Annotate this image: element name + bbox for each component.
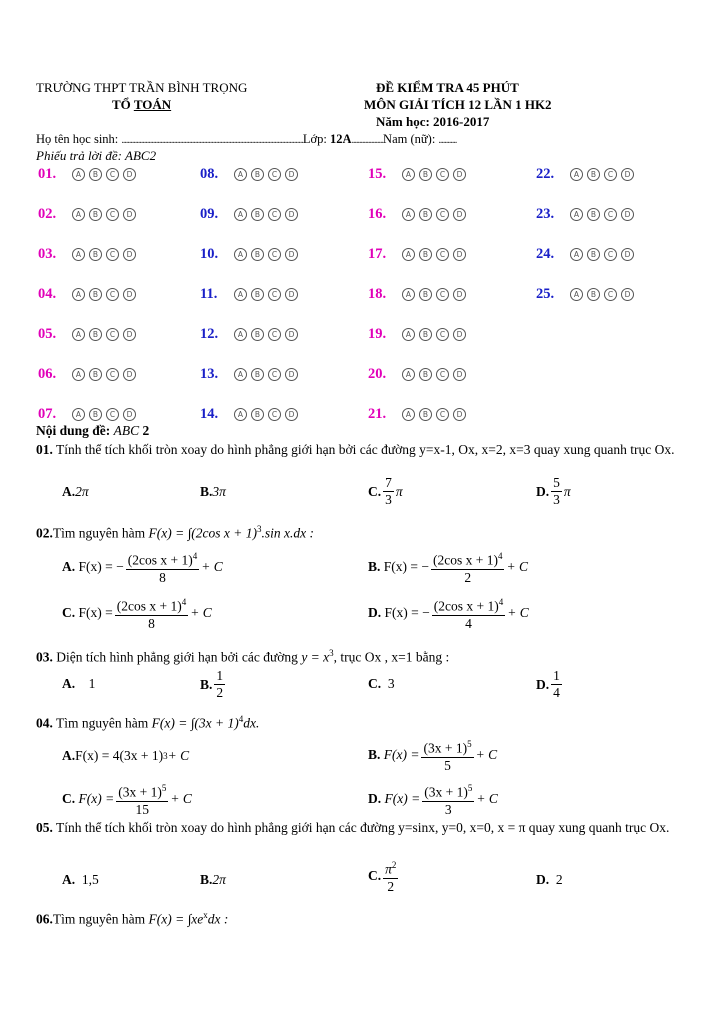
answer-bubble-c[interactable]: C xyxy=(436,408,449,421)
q03-option-b[interactable]: B. $\frac{1}{2}$ xyxy=(200,668,224,700)
answer-bubble-d[interactable]: D xyxy=(285,368,298,381)
department: TỔ TOÁN xyxy=(112,97,172,112)
answer-bubble-d[interactable]: D xyxy=(453,168,466,181)
answer-bubble-a[interactable]: A xyxy=(234,168,247,181)
answer-row xyxy=(536,166,634,183)
answer-bubble-c[interactable]: C xyxy=(604,168,617,181)
student-name-label: Họ tên học sinh: xyxy=(36,132,122,146)
answer-bubble-c[interactable]: C xyxy=(106,328,119,341)
content-title: Nội dung đề: ABC 2 xyxy=(36,423,150,438)
answer-bubble-b[interactable]: B xyxy=(419,248,432,261)
answer-row xyxy=(368,166,466,183)
answer-bubble-b[interactable]: B xyxy=(89,168,102,181)
answer-row xyxy=(200,406,298,423)
q05-option-b[interactable]: B. 2π xyxy=(200,872,226,887)
question-05: 05. Tính thể tích khối tròn xoay do hình phẳng giới hạn các đường y=sinx, y=0, x=0, x = π quay xung quanh trục Ox. xyxy=(36,820,670,835)
answer-bubble-c[interactable]: C xyxy=(604,208,617,221)
q04-option-d[interactable]: D. F(x) = $\frac{(3x + 1)^5}{3}$ + C xyxy=(368,780,498,818)
answer-number: 09. xyxy=(200,206,219,222)
q04-option-c[interactable]: C. F(x) = $\frac{(3x + 1)^5}{15}$ + C xyxy=(62,780,192,818)
school-year: Năm học: 2016-2017 xyxy=(376,114,490,129)
answer-bubble-b[interactable]: B xyxy=(251,248,264,261)
answer-bubble-d[interactable]: D xyxy=(123,288,136,301)
class-value: 12A xyxy=(330,132,352,146)
answer-bubble-c[interactable]: C xyxy=(268,408,281,421)
answer-bubble-d[interactable]: D xyxy=(123,208,136,221)
answer-bubble-a[interactable]: A xyxy=(402,328,415,341)
answer-number: 10. xyxy=(200,246,219,262)
q02-option-b[interactable]: B. F(x) = − $\frac{(2\cos x + 1)^4}{2}$ + C xyxy=(368,548,528,586)
answer-bubble-d[interactable]: D xyxy=(285,408,298,421)
answer-bubble-b[interactable]: B xyxy=(419,328,432,341)
question-06: 06.Tìm nguyên hàm $F(x) = \int xe^xdx$ : xyxy=(36,910,229,927)
answer-bubble-c[interactable]: C xyxy=(604,288,617,301)
class-label: Lớp: xyxy=(302,132,331,146)
answer-bubble-b[interactable]: B xyxy=(251,408,264,421)
answer-bubble-a[interactable]: A xyxy=(402,208,415,221)
answer-number: 08. xyxy=(200,166,219,182)
answer-number: 05. xyxy=(38,326,57,342)
answer-number: 02. xyxy=(38,206,57,222)
q03-option-d[interactable]: D. $\frac{1}{4}$ xyxy=(536,668,560,700)
answer-bubble-d[interactable]: D xyxy=(285,208,298,221)
answer-bubble-c[interactable]: C xyxy=(436,248,449,261)
answer-bubble-d[interactable]: D xyxy=(123,408,136,421)
answer-bubble-d[interactable]: D xyxy=(453,408,466,421)
answer-bubble-d[interactable]: D xyxy=(621,248,634,261)
q05-option-a[interactable]: A. 1,5 xyxy=(62,872,99,887)
answer-row xyxy=(536,206,634,223)
answer-bubble-c[interactable]: C xyxy=(436,328,449,341)
answer-number: 11. xyxy=(200,286,218,302)
answer-number: 12. xyxy=(200,326,219,342)
answer-bubble-b[interactable]: B xyxy=(419,408,432,421)
answer-number: 03. xyxy=(38,246,57,262)
answer-bubble-a[interactable]: A xyxy=(402,368,415,381)
answer-number: 19. xyxy=(368,326,387,342)
answer-row xyxy=(200,326,298,343)
exam-title: ĐỀ KIỂM TRA 45 PHÚT xyxy=(376,80,519,95)
answer-bubble-a[interactable]: A xyxy=(570,248,583,261)
answer-bubble-d[interactable]: D xyxy=(123,168,136,181)
answer-row xyxy=(536,246,634,263)
answer-row xyxy=(536,286,634,303)
answer-row xyxy=(200,286,298,303)
student-info-line: Họ tên học sinh: .........................................................................................................................Lớp: 12A.....................Nam (nữ): ............ xyxy=(36,132,457,146)
answer-row xyxy=(38,246,136,263)
answer-bubble-a[interactable]: A xyxy=(72,408,85,421)
answer-bubble-a[interactable]: A xyxy=(570,168,583,181)
answer-bubble-d[interactable]: D xyxy=(285,288,298,301)
answer-row xyxy=(368,326,466,343)
answer-bubble-a[interactable]: A xyxy=(234,408,247,421)
q01-option-c[interactable]: C. $\frac{7}{3}$ π xyxy=(368,475,403,507)
answer-bubble-a[interactable]: A xyxy=(234,328,247,341)
answer-number: 04. xyxy=(38,286,57,302)
answer-bubble-d[interactable]: D xyxy=(285,248,298,261)
answer-bubble-a[interactable]: A xyxy=(402,248,415,261)
answer-row xyxy=(38,366,136,383)
school-name: TRƯỜNG THPT TRẦN BÌNH TRỌNG xyxy=(36,80,248,95)
answer-bubble-a[interactable]: A xyxy=(402,408,415,421)
answer-bubble-a[interactable]: A xyxy=(72,288,85,301)
answer-row xyxy=(368,246,466,263)
answer-row xyxy=(38,166,136,183)
answer-bubble-b[interactable]: B xyxy=(587,168,600,181)
answer-bubble-d[interactable]: D xyxy=(123,368,136,381)
answer-row xyxy=(38,206,136,223)
answer-bubble-b[interactable]: B xyxy=(89,208,102,221)
question-04: 04. Tìm nguyên hàm $F(x) = \int(3x + 1)^4dx$. xyxy=(36,714,260,731)
answer-bubble-d[interactable]: D xyxy=(621,208,634,221)
student-name-field[interactable]: ......................................................................................................................... xyxy=(121,135,303,146)
q02-option-a[interactable]: A. F(x) = − $\frac{(2\cos x + 1)^4}{8}$ + C xyxy=(62,548,223,586)
question-01: 01. Tính thể tích khối tròn xoay do hình phẳng giới hạn bởi các đường y=x-1, Ox, x=2, x=3 quay xung quanh trục Ox. xyxy=(36,442,675,457)
answer-number: 07. xyxy=(38,406,57,422)
answer-bubble-b[interactable]: B xyxy=(89,288,102,301)
answer-bubble-a[interactable]: A xyxy=(234,248,247,261)
answer-bubble-d[interactable]: D xyxy=(285,328,298,341)
answer-bubble-a[interactable]: A xyxy=(570,288,583,301)
answer-number: 06. xyxy=(38,366,57,382)
q02-option-d[interactable]: D. F(x) = − $\frac{(2\cos x + 1)^4}{4}$ + C xyxy=(368,594,529,632)
q03-option-c[interactable]: C. 3 xyxy=(368,676,395,691)
answer-bubble-b[interactable]: B xyxy=(89,408,102,421)
answer-bubble-b[interactable]: B xyxy=(251,328,264,341)
answer-bubble-d[interactable]: D xyxy=(123,248,136,261)
answer-bubble-a[interactable]: A xyxy=(234,368,247,381)
answer-number: 22. xyxy=(536,166,555,182)
answer-bubble-c[interactable]: C xyxy=(268,328,281,341)
answer-bubble-a[interactable]: A xyxy=(402,288,415,301)
answer-bubble-b[interactable]: B xyxy=(587,288,600,301)
answer-bubble-a[interactable]: A xyxy=(72,208,85,221)
answer-row xyxy=(368,406,466,423)
answer-bubble-b[interactable]: B xyxy=(89,368,102,381)
answer-number: 21. xyxy=(368,406,387,422)
answer-row xyxy=(200,246,298,263)
answer-bubble-d[interactable]: D xyxy=(453,328,466,341)
answer-row xyxy=(200,206,298,223)
answer-bubble-d[interactable]: D xyxy=(453,208,466,221)
answer-bubble-b[interactable]: B xyxy=(419,288,432,301)
answer-bubble-b[interactable]: B xyxy=(251,168,264,181)
answer-bubble-c[interactable]: C xyxy=(106,168,119,181)
answer-number: 23. xyxy=(536,206,555,222)
answer-number: 24. xyxy=(536,246,555,262)
q04-option-a[interactable]: A. F(x) = 4(3x + 1) 3 + C xyxy=(62,748,190,763)
answer-bubble-c[interactable]: C xyxy=(106,248,119,261)
answer-bubble-c[interactable]: C xyxy=(604,248,617,261)
answer-row xyxy=(38,326,136,343)
answer-bubble-b[interactable]: B xyxy=(251,288,264,301)
answer-bubble-c[interactable]: C xyxy=(106,408,119,421)
answer-bubble-a[interactable]: A xyxy=(234,288,247,301)
answer-bubble-d[interactable]: D xyxy=(453,368,466,381)
answer-bubble-c[interactable]: C xyxy=(268,248,281,261)
answer-bubble-a[interactable]: A xyxy=(72,168,85,181)
answer-bubble-c[interactable]: C xyxy=(268,168,281,181)
answer-bubble-b[interactable]: B xyxy=(419,368,432,381)
answer-bubble-b[interactable]: B xyxy=(251,208,264,221)
answer-bubble-b[interactable]: B xyxy=(419,208,432,221)
answer-bubble-b[interactable]: B xyxy=(89,248,102,261)
question-02: 02.Tìm nguyên hàm F(x) = ∫(2cos x + 1)$^3$.sin x.dx : xyxy=(36,524,314,541)
answer-bubble-c[interactable]: C xyxy=(106,208,119,221)
answer-number: 15. xyxy=(368,166,387,182)
answer-bubble-a[interactable]: A xyxy=(72,248,85,261)
answer-number: 13. xyxy=(200,366,219,382)
answer-bubble-d[interactable]: D xyxy=(453,288,466,301)
q01-option-d[interactable]: D. $\frac{5}{3}$ π xyxy=(536,475,571,507)
answer-number: 18. xyxy=(368,286,387,302)
answer-bubble-b[interactable]: B xyxy=(419,168,432,181)
answer-bubble-b[interactable]: B xyxy=(587,248,600,261)
answer-number: 16. xyxy=(368,206,387,222)
answer-bubble-a[interactable]: A xyxy=(72,368,85,381)
q05-option-d[interactable]: D. 2 xyxy=(536,872,563,887)
answer-bubble-c[interactable]: C xyxy=(106,368,119,381)
q04-option-b[interactable]: B. F(x) = $\frac{(3x + 1)^5}{5}$ + C xyxy=(368,736,497,774)
answer-bubble-c[interactable]: C xyxy=(436,168,449,181)
answer-row xyxy=(368,206,466,223)
answer-bubble-c[interactable]: C xyxy=(436,288,449,301)
answer-bubble-c[interactable]: C xyxy=(268,288,281,301)
q03-option-a[interactable]: A. 1 xyxy=(62,676,96,691)
answer-bubble-c[interactable]: C xyxy=(268,208,281,221)
answer-bubble-d[interactable]: D xyxy=(453,248,466,261)
answer-bubble-a[interactable]: A xyxy=(72,328,85,341)
answer-row xyxy=(38,406,136,423)
q01-option-a[interactable]: A. 2π xyxy=(62,484,89,499)
answer-bubble-b[interactable]: B xyxy=(587,208,600,221)
answer-bubble-b[interactable]: B xyxy=(89,328,102,341)
answer-bubble-a[interactable]: A xyxy=(402,168,415,181)
answer-number: 17. xyxy=(368,246,387,262)
answer-code: Phiếu trả lời đề: ABC2 xyxy=(36,148,157,163)
answer-number: 01. xyxy=(38,166,57,182)
answer-number: 20. xyxy=(368,366,387,382)
answer-row xyxy=(368,366,466,383)
answer-row xyxy=(200,366,298,383)
answer-bubble-b[interactable]: B xyxy=(251,368,264,381)
answer-row xyxy=(38,286,136,303)
answer-bubble-d[interactable]: D xyxy=(123,328,136,341)
answer-bubble-c[interactable]: C xyxy=(436,368,449,381)
answer-number: 14. xyxy=(200,406,219,422)
gender-label: Nam (nữ): xyxy=(383,132,439,146)
answer-bubble-d[interactable]: D xyxy=(285,168,298,181)
answer-bubble-c[interactable]: C xyxy=(106,288,119,301)
answer-bubble-c[interactable]: C xyxy=(268,368,281,381)
q01-option-b[interactable]: B. 3π xyxy=(200,484,226,499)
answer-bubble-d[interactable]: D xyxy=(621,168,634,181)
q05-option-c[interactable]: C. $\frac{\pi^2}{2}$ xyxy=(368,857,400,895)
answer-bubble-d[interactable]: D xyxy=(621,288,634,301)
answer-bubble-a[interactable]: A xyxy=(570,208,583,221)
answer-bubble-a[interactable]: A xyxy=(234,208,247,221)
question-03: 03. Diện tích hình phẳng giới hạn bởi các đường $y = x^3$, trục Ox , x=1 bằng : xyxy=(36,648,450,665)
answer-bubble-c[interactable]: C xyxy=(436,208,449,221)
q02-option-c[interactable]: C. F(x) = $\frac{(2\cos x + 1)^4}{8}$ + C xyxy=(62,594,212,632)
exam-subject: MÔN GIẢI TÍCH 12 LẦN 1 HK2 xyxy=(364,97,552,112)
answer-row xyxy=(368,286,466,303)
answer-number: 25. xyxy=(536,286,555,302)
answer-row xyxy=(200,166,298,183)
